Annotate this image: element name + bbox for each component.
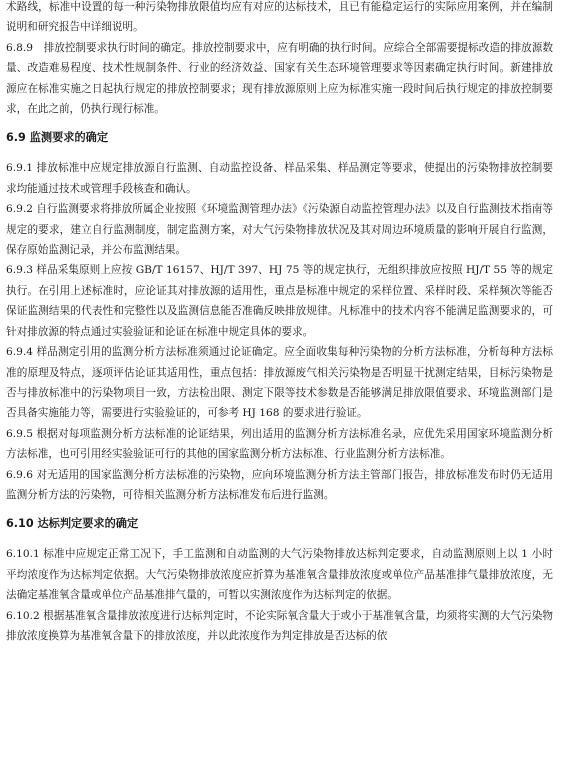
paragraph-6-9-3: 6.9.3 样品采集原则上应按 GB/T 16157、HJ/T 397、HJ 75 等的规定执行，无组织排放应按照 HJ/T 55 等的规定执行。在引用上述标准时，应论证其对排放源的适用性，重点是标准中规定的采样位置、采样时段、采样频次等能否保证监测结果的代表性和完整性以及监测信息能否准确反映排放规律。凡标准中的技术内容不能满足监测要求的，可针对排放源的特点通过实验验证和论证在标准中规定具体的要求。	[6, 264, 553, 338]
section-heading-6-10: 6.10 达标判定要求的确定	[6, 517, 139, 531]
paragraph-6-9-6: 6.9.6 对无适用的国家监测分析方法标准的污染物，应向环境监测分析方法主管部门报告，排放标准发布时仍无适用监测分析方法的污染物，可待相关监测分析方法标准发布后进行监测。	[6, 468, 553, 501]
paragraph-6-8-9: 6.8.9 排放控制要求执行时间的确定。排放控制要求中，应有明确的执行时间。应综合全部需要提标改造的排放源数量、改造难易程度、技术性规制条件、行业的经济效益、国家有关生态环境管理要求等因素确定执行时间。新建排放源应在标准实施之日起执行规定的排放控制要求；现有排放源原则上应为标准实施一段时间后执行规定的排放控制要求，在此之前，仍执行现行标准。	[6, 41, 553, 116]
paragraph-tech-route-continuation: 术路线，标准中设置的每一种污染物排放限值均应有对应的达标技术，且已有能稳定运行的实际应用案例，并在编制说明和研究报告中详细说明。	[6, 1, 553, 34]
section-heading-6-9: 6.9 监测要求的确定	[6, 131, 109, 145]
paragraph-6-9-1: 6.9.1 排放标准中应规定排放源自行监测、自动监控设备、样品采集、样品测定等要求，使提出的污染物排放控制要求均能通过技术或管理手段核查和确认。	[6, 162, 553, 195]
paragraph-6-10-1: 6.10.1 标准中应规定正常工况下，手工监测和自动监测的大气污染物排放达标判定要求，自动监测原则上以 1 小时平均浓度作为达标判定依据。大气污染物排放浓度应折算为基准氧含量排放浓度或单位产品基准排气量排放浓度，无法确定基准氧含量或单位产品基准排气量的，可暂以实测浓度作为达标判定的依据。	[6, 548, 553, 602]
paragraph-6-9-5: 6.9.5 根据对每项监测分析方法标准的论证结果，列出适用的监测分析方法标准名录，应优先采用国家环境监测分析方法标准，也可引用经实验验证可行的其他的国家监测分析方法标准、行业监测分析方法标准。	[6, 427, 553, 461]
paragraph-6-9-2: 6.9.2 自行监测要求将排放所属企业按照《环境监测管理办法》《污染源自动监控管理办法》以及自行监测技术指南等规定的要求，建立自行监测制度，制定监测方案，对大气污染物排放状况及其对周边环境质量的影响开展自行监测，保存原始监测记录，并公布监测结果。	[6, 203, 553, 257]
paragraph-6-10-2: 6.10.2 根据基准氧含量排放浓度进行达标判定时，不论实际氧含量大于或小于基准氧含量，均须将实测的大气污染物排放浓度换算为基准氧含量下的排放浓度，并以此浓度作为判定排放是否达标的依	[6, 609, 553, 642]
paragraph-6-9-4: 6.9.4 样品测定引用的监测分析方法标准须通过论证确定。应全面收集每种污染物的分析方法标准，分析每种方法标准的原理及特点，逐项评估论证其适用性，重点包括：排放源废气相关污染物是否明显干扰测定结果，目标污染物是否与排放标准中的污染物项目一致，方法检出限、测定下限等技术参数是否能够满足排放限值要求、环境监测部门是否具备实施能力等，需要进行实验验证的，可参考 HJ 168 的要求进行验证。	[6, 346, 553, 420]
